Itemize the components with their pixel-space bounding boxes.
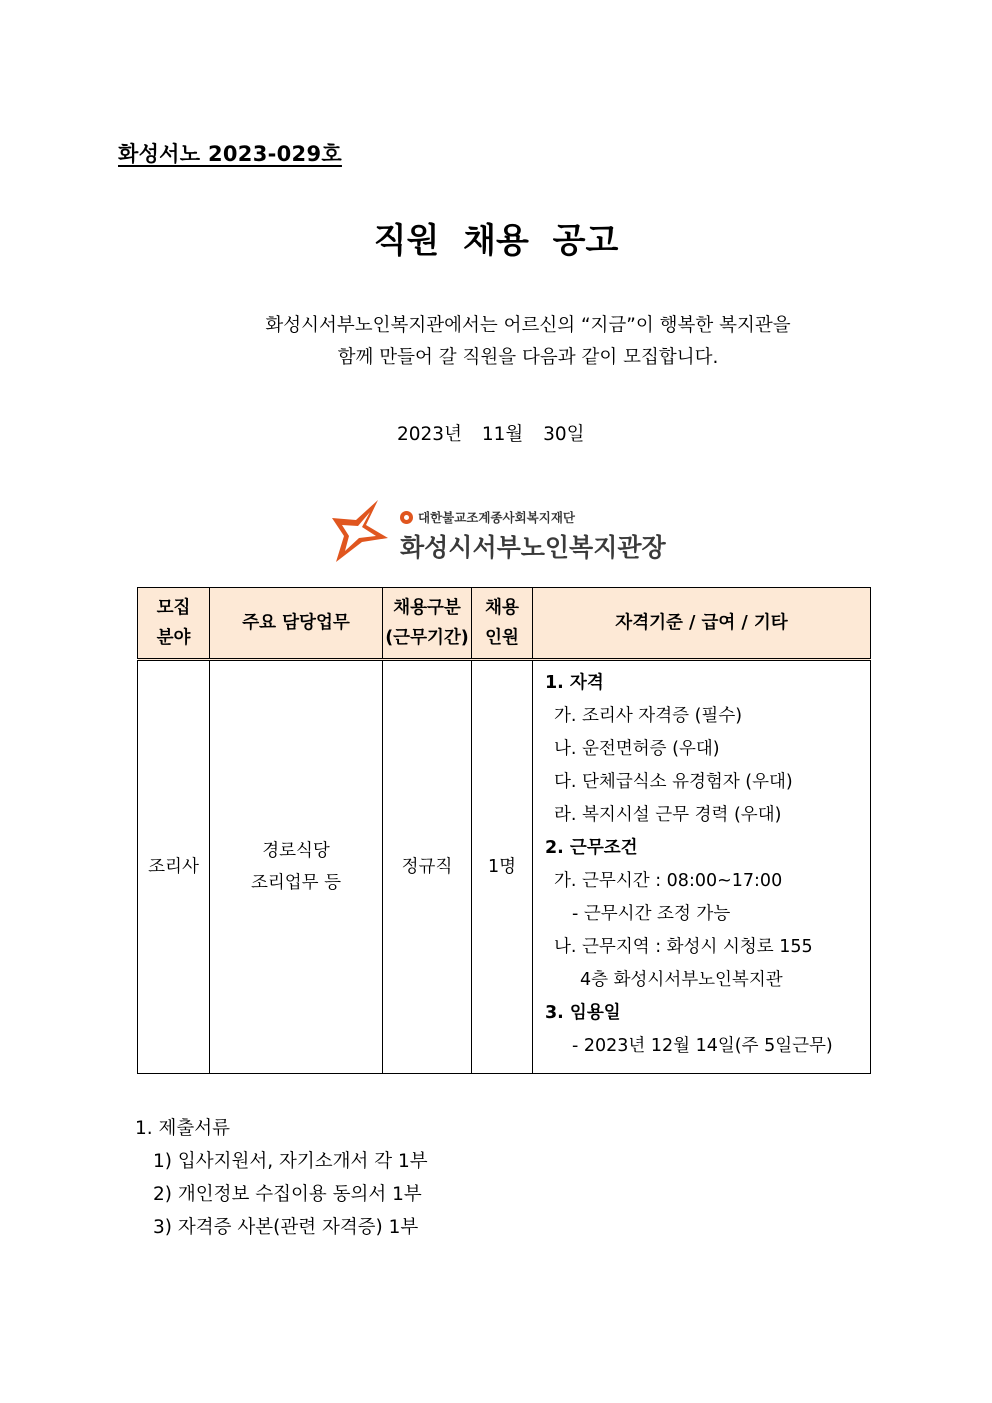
cell-type: 정규직 [383,660,472,1074]
criteria-item: 다. 단체급식소 유경험자 (우대) [554,772,793,792]
criteria-section-qualification: 1. 자격 [545,673,604,693]
page-title: 직원 채용 공고 [373,221,619,261]
list-item: 1) 입사지원서, 자기소개서 각 1부 [153,1151,428,1172]
criteria-item: 나. 운전면허증 (우대) [554,739,720,759]
criteria-section-start-date: 3. 임용일 [545,1003,621,1023]
intro-line: 화성시서부노인복지관에서는 어르신의 “지금”이 행복한 복지관을 [265,315,791,336]
intro-line: 함께 만들어 갈 직원을 다음과 같이 모집합니다. [337,347,719,368]
document-number: 화성서노 2023-029호 [118,142,342,166]
header-count: 채용 인원 [472,588,533,660]
cell-duty: 경로식당 조리업무 등 [210,660,383,1074]
criteria-note: - 근무시간 조정 가능 [572,904,731,924]
header-duty: 주요 담당업무 [210,588,383,660]
criteria-note: 4층 화성시서부노인복지관 [580,970,783,990]
list-item: 2) 개인정보 수집이용 동의서 1부 [153,1184,422,1205]
criteria-item: 가. 근무시간 : 08:00~17:00 [554,871,783,891]
criteria-item: 라. 복지시설 근무 경력 (우대) [554,805,782,825]
organization-name: 화성시서부노인복지관장 [400,533,666,562]
cell-count: 1명 [472,660,533,1074]
cell-criteria [533,660,871,1074]
criteria-note: - 2023년 12월 14일(주 5일근무) [572,1036,833,1056]
table-row [138,660,871,1074]
header-criteria: 자격기준 / 급여 / 기타 [533,588,871,660]
dharma-wheel-icon [400,511,413,524]
star-logo-icon [330,498,390,564]
criteria-item: 가. 조리사 자격증 (필수) [554,706,743,726]
criteria-section-conditions: 2. 근무조건 [545,838,638,858]
header-field: 모집 분야 [138,588,210,660]
cell-field: 조리사 [138,660,210,1074]
required-documents [135,1112,428,1244]
list-item: 3) 자격증 사본(관련 자격증) 1부 [153,1217,419,1238]
notice-date: 2023년 11월 30일 [397,424,585,445]
criteria-item: 나. 근무지역 : 화성시 시청로 155 [554,937,813,957]
intro-paragraph [0,310,992,374]
table-header-row [138,588,871,660]
required-documents-title: 1. 제출서류 [135,1118,231,1139]
recruitment-table [137,587,871,1074]
foundation-name: 대한불교조계종사회복지재단 [400,508,575,526]
header-type: 채용구분 (근무기간) [383,588,472,660]
organization-logo [330,498,670,568]
